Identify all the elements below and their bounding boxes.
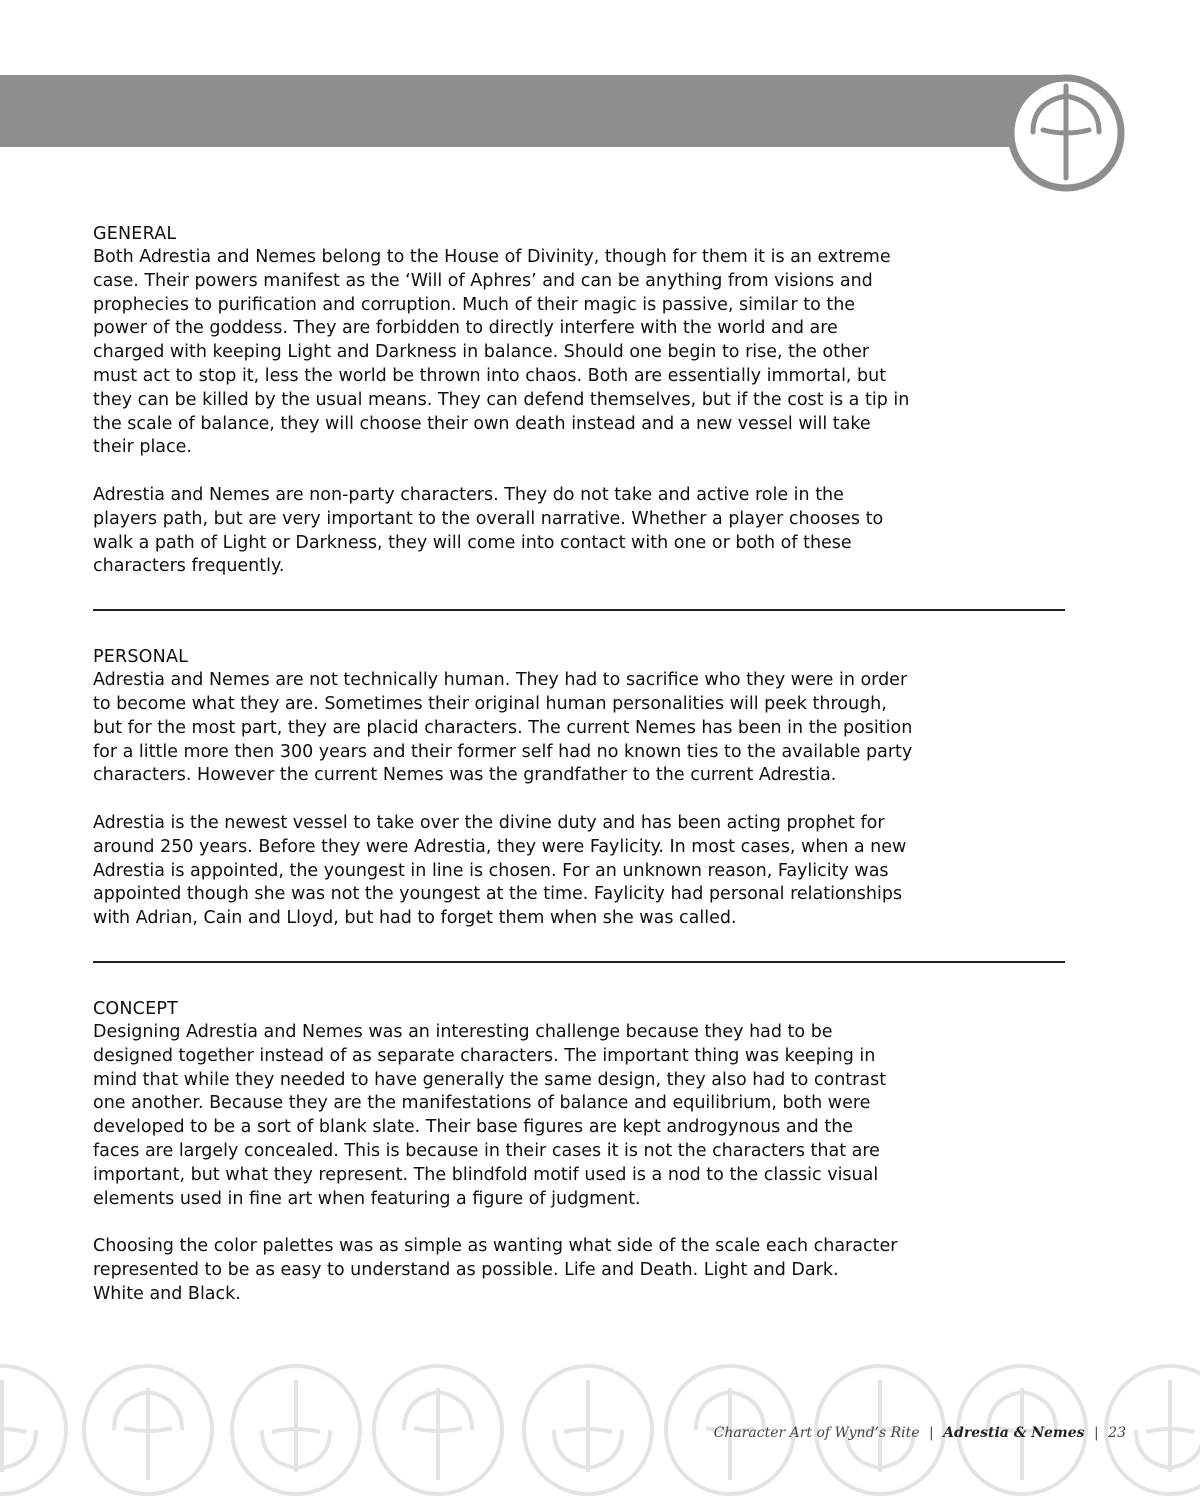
section-divider xyxy=(93,609,1065,611)
section-paragraph: Both Adrestia and Nemes belong to the House of Divinity, though for them it is an extreme case. Their powers manifest as the ‘Will of Aphres’ and can be anything from visions and prophecies to purification and corruption. Much of their magic is passive, similar to the power of the goddess. They are forbidden to directly interfere with the world and are charged with keeping Light and Darkness in balance. Should one begin to rise, the other must act to stop it, less the world be thrown into chaos. Both are essentially immortal, but they can be killed by the usual means. They can defend themselves, but if the cost is a tip in the scale of balance, they will choose their own death instead and a new vessel will take their place. xyxy=(93,247,910,458)
page-number: 23 xyxy=(1108,1425,1126,1441)
footer-separator: | xyxy=(1094,1425,1099,1441)
footer-chapter-title: Adrestia & Nemes xyxy=(943,1425,1085,1441)
section-title: CONCEPT xyxy=(93,998,179,1019)
section-paragraph: Designing Adrestia and Nemes was an interesting challenge because they had to be designed together instead of as separate characters. The important thing was keeping in mind that while they needed to have generally the same design, they also had to contrast one another. Because they are the manifestations of balance and equilibrium, both were developed to be a sort of blank slate. Their base figures are kept androgynous and the faces are largely concealed. This is because in their cases it is not the characters that are important, but what they represent. The blindfold motif used is a nod to the classic visual elements used in fine art when featuring a figure of judgment. xyxy=(93,1021,887,1209)
footer-separator: | xyxy=(929,1425,934,1441)
balance-emblem-icon xyxy=(1005,72,1127,194)
section-title: PERSONAL xyxy=(93,647,189,668)
section-paragraph: Adrestia is the newest vessel to take over the divine duty and has been acting prophet for around 250 years. Before they were Adrestia, they were Faylicity. In most cases, when a new Adrestia is appointed, the youngest in line is chosen. For an unknown reason, Faylicity was appointed though she was not the youngest at the time. Faylicity had personal relationships with Adrian, Cain and Lloyd, but had to forget them when she was called. xyxy=(93,812,907,929)
page-footer xyxy=(714,1425,1126,1441)
section-paragraph: Adrestia and Nemes are not technically human. They had to sacrifice who they were in order to become what they are. Sometimes their original human personalities will peek through, but for the most part, they are placid characters. The current Nemes has been in the position for a little more then 300 years and their former self had no known ties to the available party characters. However the current Nemes was the grandfather to the current Adrestia. xyxy=(93,670,913,786)
section-personal xyxy=(93,645,1068,931)
section-divider xyxy=(93,961,1065,963)
section-title: GENERAL xyxy=(93,224,177,244)
section-paragraph: Choosing the color palettes was as simple as wanting what side of the scale each character represented to be as easy to understand as possible. Life and Death. Light and Dark. White and Black. xyxy=(93,1236,898,1304)
footer-book-title: Character Art of Wynd’s Rite xyxy=(713,1425,920,1441)
header-band xyxy=(0,75,1070,147)
section-general xyxy=(93,222,1068,579)
section-concept xyxy=(93,997,1068,1307)
main-content xyxy=(93,222,1068,1306)
section-paragraph: Adrestia and Nemes are non-party characters. They do not take and active role in the players path, but are very important to the overall narrative. Whether a player chooses to walk a path of Light or Darkness, they will come into contact with one or both of these characters frequently. xyxy=(93,484,884,577)
